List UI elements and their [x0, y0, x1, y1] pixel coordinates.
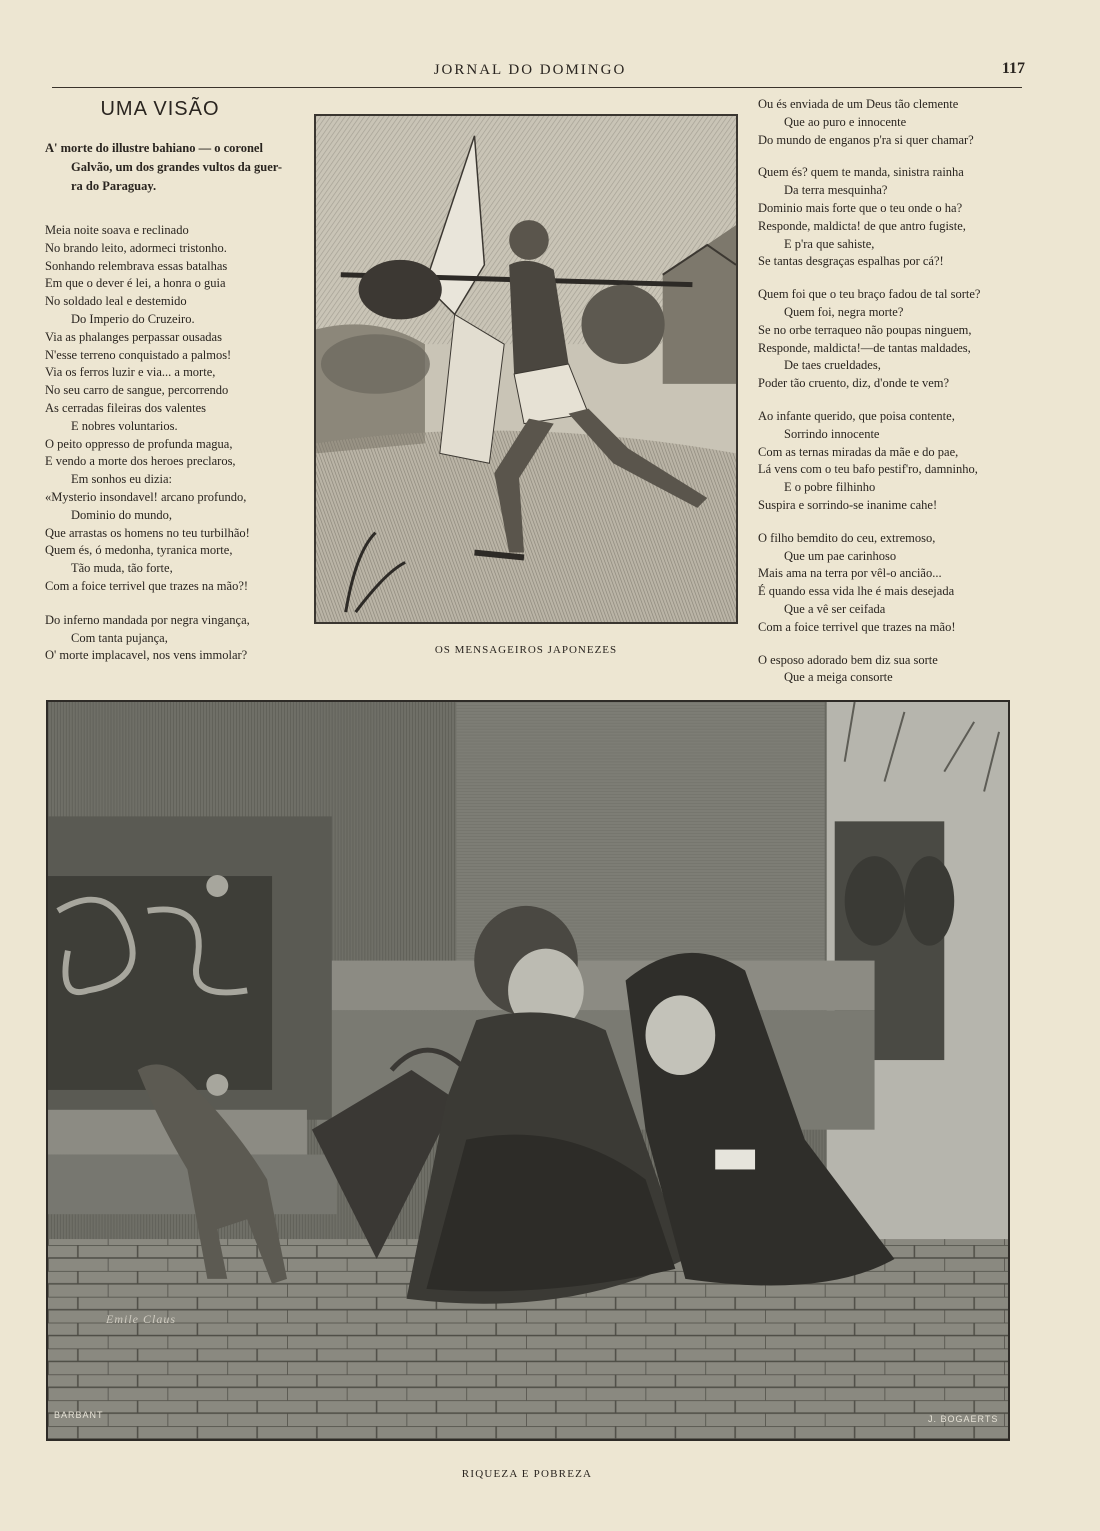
poem-line: N'esse terreno conquistado a palmos!	[45, 347, 232, 362]
poem-line: Dominio mais forte que o teu onde o ha?	[758, 200, 963, 215]
engraver-signature-left: BARBANT	[54, 1410, 104, 1420]
right-stanzas	[758, 96, 1038, 687]
poem-line: Ao infante querido, que poisa contente,	[758, 408, 955, 423]
poem-title: UMA VISÃO	[100, 98, 220, 120]
bottom-figure-caption: RIQUEZA E POBREZA	[461, 1468, 593, 1480]
poem-line: O filho bemdito do ceu, extremoso,	[758, 530, 936, 545]
poem-line: Sonhando relembrava essas batalhas	[45, 258, 228, 273]
poem-line: O peito oppresso de profunda magua,	[45, 436, 233, 451]
poem-line: «Mysterio insondavel! arcano profundo,	[45, 489, 247, 504]
poem-line: E nobres voluntarios.	[71, 418, 178, 433]
poem-line: Responde, maldicta! de que antro fugiste,	[758, 218, 966, 233]
poem-stanza	[45, 612, 295, 665]
poem-line: Que arrastas os homens no teu turbilhão!	[45, 525, 250, 540]
poem-stanza	[758, 164, 1038, 271]
poem-stanza	[758, 530, 1038, 637]
dedication-line: ra do Paraguay.	[71, 179, 157, 193]
poem-line: Dominio do mundo,	[71, 507, 173, 522]
poem-line: Lá vens com o teu bafo pestif'ro, damninho,	[758, 462, 978, 477]
poem-line: E vendo a morte dos heroes preclaros,	[45, 454, 236, 469]
painter-signature: Emile Claus	[106, 1312, 176, 1326]
poem-line: Que a meiga consorte	[784, 670, 893, 685]
poem-line: Quem és, ó medonha, tyranica morte,	[45, 543, 233, 558]
poem-stanza	[758, 652, 1038, 688]
poem-stanza	[758, 408, 1038, 515]
poem-line: Via os ferros luzir e via... a morte,	[45, 365, 216, 380]
poem-dedication	[45, 139, 295, 196]
poem-line: Poder tão cruento, diz, d'onde te vem?	[758, 376, 950, 391]
poem-line: Meia noite soava e reclinado	[45, 223, 189, 237]
poem-left-column	[45, 96, 295, 681]
poem-line: Que ao puro e innocente	[784, 114, 907, 129]
poem-line: Quem foi, negra morte?	[784, 304, 904, 319]
riqueza-e-pobreza-engraving	[46, 700, 1010, 1441]
poem-line: Do Imperio do Cruzeiro.	[71, 311, 195, 326]
poem-line: Se tantas desgraças espalhas por cá?!	[758, 254, 944, 269]
poem-line: As cerradas fileiras dos valentes	[45, 400, 207, 415]
left-stanzas	[45, 222, 295, 665]
poem-line: Que a vê ser ceifada	[784, 601, 886, 616]
poem-line: Com a foice terrivel que trazes na mão!	[758, 619, 956, 634]
poem-stanza	[758, 96, 1038, 149]
poem-line: Sorrindo innocente	[784, 426, 880, 441]
poem-line: Que um pae carinhoso	[784, 548, 897, 563]
poem-line: Em sonhos eu dizia:	[71, 472, 173, 487]
poem-line: Quem foi que o teu braço fadou de tal sorte?	[758, 287, 981, 302]
poem-line: Do inferno mandada por negra vingança,	[45, 612, 250, 627]
poem-line: Mais ama na terra por vêl-o ancião...	[758, 566, 942, 581]
poem-line: E p'ra que sahiste,	[784, 236, 875, 251]
poem-right-column	[758, 96, 1038, 702]
poem-line: Quem és? quem te manda, sinistra rainha	[758, 165, 964, 180]
dedication-line: Galvão, um dos grandes vultos da guer-	[71, 160, 283, 174]
page-number: 117	[1001, 60, 1025, 77]
poem-line: Da terra mesquinha?	[784, 183, 888, 198]
top-figure-caption: OS MENSAGEIROS JAPONEZES	[434, 644, 618, 656]
poem-line: Se no orbe terraqueo não poupas ninguem,	[758, 322, 972, 337]
engraver-signature-right: J. BOGAERTS	[928, 1414, 999, 1424]
poem-line: Ou és enviada de um Deus tão clemente	[758, 97, 959, 111]
poem-line: No brando leito, adormeci tristonho.	[45, 240, 227, 255]
messenger-illustration	[316, 116, 736, 622]
header-rule	[52, 87, 1022, 88]
poem-line: Com tanta pujança,	[71, 630, 168, 645]
poem-stanza	[758, 286, 1038, 393]
dedication-line: A' morte do illustre bahiano — o coronel	[45, 141, 263, 155]
poem-line: Responde, maldicta!—de tantas maldades,	[758, 340, 971, 355]
poem-line: Em que o dever é lei, a honra o guia	[45, 276, 226, 291]
poem-line: Suspira e sorrindo-se inanime cahe!	[758, 497, 938, 512]
japanese-messenger-engraving	[314, 114, 738, 624]
poem-line: Tão muda, tão forte,	[71, 561, 173, 576]
running-head: JORNAL DO DOMINGO	[433, 62, 627, 78]
poem-line: Com as ternas miradas da mãe e do pae,	[758, 444, 959, 459]
poem-line: Do mundo de enganos p'ra si quer chamar?	[758, 132, 974, 147]
poem-line: Via as phalanges perpassar ousadas	[45, 329, 222, 344]
poem-line: O esposo adorado bem diz sua sorte	[758, 652, 938, 667]
poem-line: E o pobre filhinho	[784, 480, 876, 495]
poem-line: No soldado leal e destemido	[45, 294, 187, 309]
poem-line: De taes crueldades,	[784, 358, 881, 373]
poem-line: No seu carro de sangue, percorrendo	[45, 383, 229, 398]
poem-line: É quando essa vida lhe é mais desejada	[758, 584, 955, 599]
poem-line: Com a foice terrivel que trazes na mão?!	[45, 578, 249, 593]
children-illustration	[48, 702, 1008, 1439]
poem-line: O' morte implacavel, nos vens immolar?	[45, 648, 248, 663]
poem-stanza	[45, 222, 295, 596]
